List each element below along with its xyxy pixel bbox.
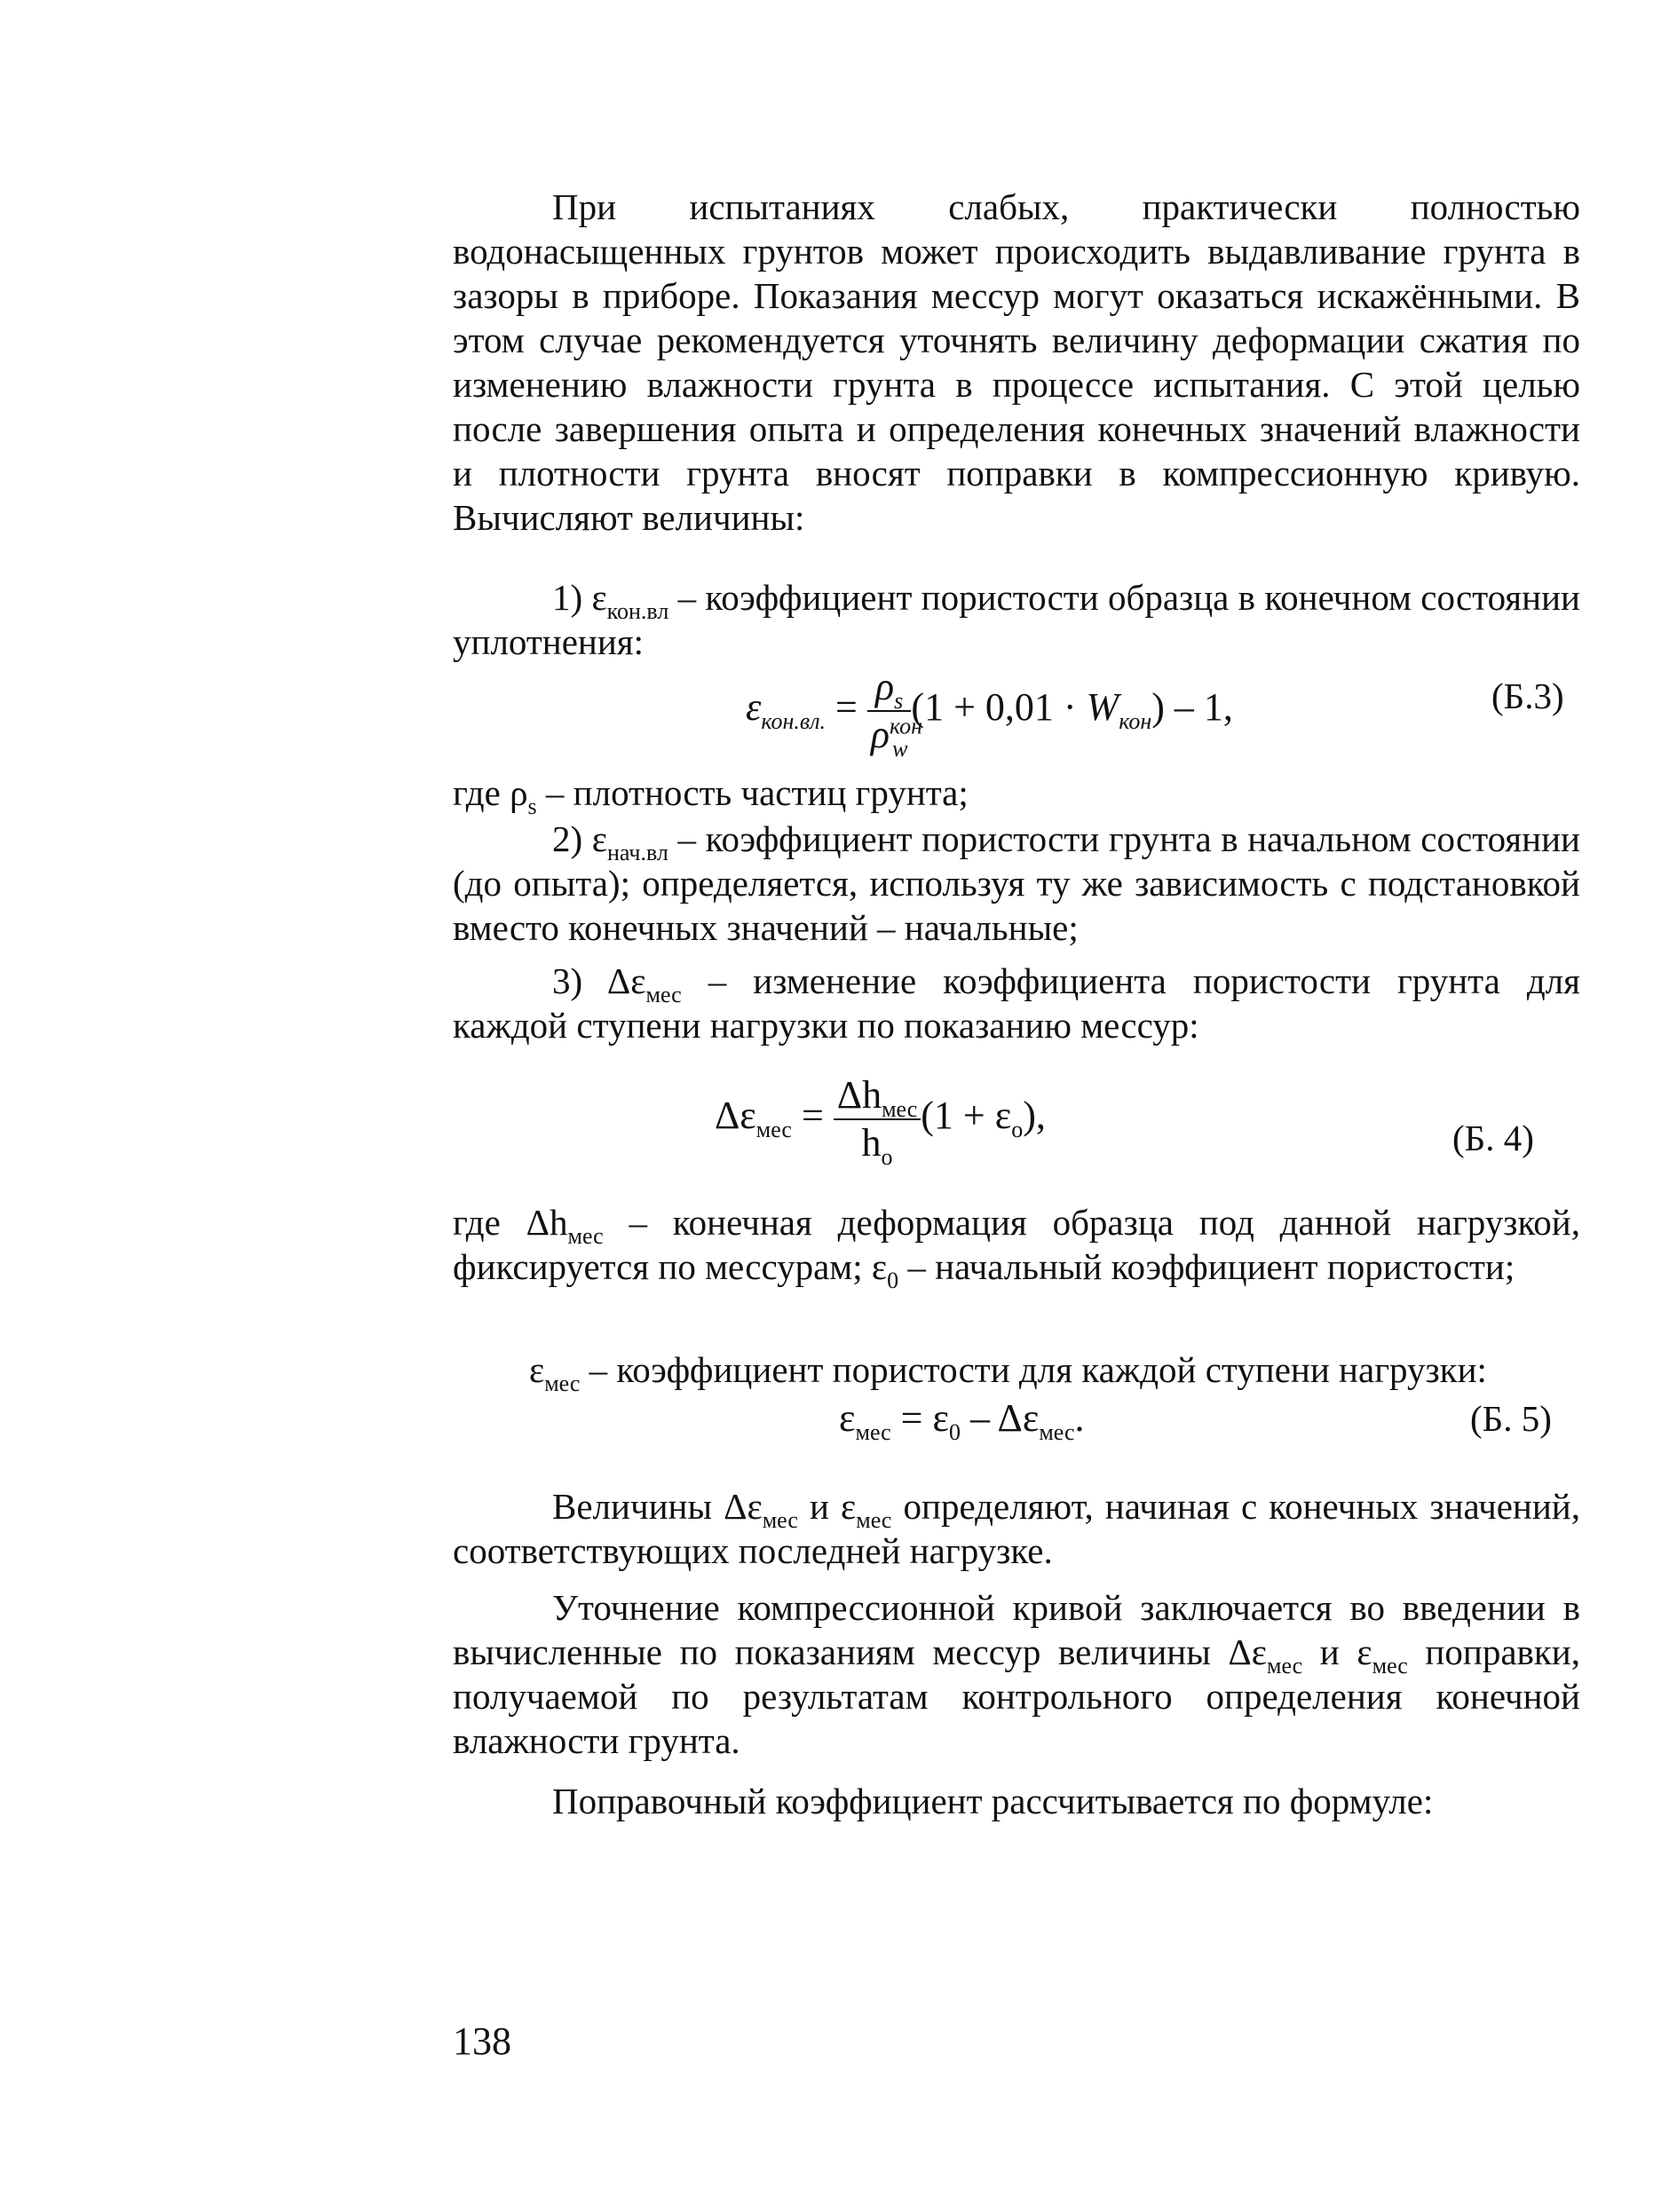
formula-b5-number: (Б. 5) — [1470, 1398, 1552, 1439]
item-1-text: – коэффициент пористости образца в конечном состоянии уплотнения: — [453, 577, 1580, 662]
formula-b4-lhs-subscript: мес — [755, 1117, 792, 1143]
item-1-subscript: кон.вл — [606, 598, 669, 624]
formula-b3-tail-end: ) – 1, — [1151, 685, 1233, 730]
refine-a: Уточнение компрессионной кривой заключается во введении в вычисленные по показаниям мессур величины Δε — [453, 1587, 1580, 1672]
intro-paragraph — [453, 185, 1580, 540]
values-paragraph — [453, 1484, 1580, 1573]
formula-b5 — [839, 1395, 1085, 1445]
item-2-paragraph — [453, 817, 1580, 950]
values-c: определяют, начиная с конечных значений, соответствующих последней нагрузке. — [453, 1486, 1580, 1571]
formula-b3-w-subscript: кон — [1119, 708, 1152, 735]
coef-text: Поправочный коэффициент рассчитывается по формуле: — [552, 1781, 1434, 1821]
item-1-paragraph — [453, 575, 1580, 664]
formula-b3-equals: = — [826, 685, 867, 730]
item-2-text: – коэффициент пористости грунта в начальном состоянии (до опыта); определяется, используя ту же зависимость с подстановкой вместо конечных значений – начальные; — [453, 818, 1580, 948]
coef-paragraph — [453, 1779, 1580, 1823]
formula-b5-b-subscript: 0 — [948, 1419, 961, 1445]
item-2-subscript: нач.вл — [606, 840, 668, 865]
formula-b4-tail-end: ), — [1023, 1094, 1046, 1138]
formula-b4-tail-subscript: o — [1011, 1117, 1024, 1143]
item-3-subscript: мес — [645, 982, 682, 1007]
refine-c: поправки, получаемой по результатам контрольного определения конечной влажности грунта. — [453, 1631, 1580, 1761]
where-rho-paragraph — [453, 770, 1580, 819]
formula-b4-number: (Б. 4) — [1452, 1118, 1534, 1158]
item-1-prefix: 1) ε — [552, 577, 607, 618]
formula-b4-lhs: Δε — [715, 1094, 756, 1138]
item-3-text: – изменение коэффициента пористости грунта для каждой ступени нагрузки по показанию мессур: — [453, 960, 1580, 1046]
values-b: и ε — [797, 1486, 857, 1527]
item-3-paragraph — [453, 959, 1580, 1047]
where-dh-text: – начальный коэффициент пористости; — [898, 1246, 1515, 1287]
formula-b4-fraction — [834, 1072, 921, 1170]
where-dh-prefix: где Δh — [453, 1202, 568, 1243]
where-rho-prefix: где ρ — [453, 772, 528, 813]
formula-b3 — [746, 664, 1233, 762]
values-a: Величины Δε — [552, 1486, 763, 1527]
formula-b3-fraction — [867, 664, 923, 762]
refine-a-subscript: мес — [1266, 1653, 1303, 1679]
formula-b3-denominator: $\rho^{кон}_w$ — [870, 713, 923, 762]
where-dh-e0-subscript: 0 — [887, 1268, 899, 1293]
formula-b4-equals: = — [791, 1094, 834, 1138]
item-4-text: – коэффициент пористости для каждой ступени нагрузки: — [580, 1349, 1487, 1390]
formula-b4 — [715, 1072, 1046, 1170]
formula-b5-c-subscript: мес — [1039, 1419, 1075, 1445]
intro-text: При испытаниях слабых, практически полностью водонасыщенных грунтов может происходить выдавливание грунта в зазоры в приборе. Показания мессур могут оказаться искажёнными. В этом случае рекомендуется уточнять величину деформации сжатия по изменению влажности грунта в процессе испытания. С этой целью после завершения опыта и определения конечных значений влажности и плотности грунта вносят поправки в компрессионную кривую. Вычисляют величины: — [453, 186, 1580, 538]
formula-b5-a-subscript: мес — [855, 1419, 891, 1445]
formula-b3-tail: (1 + 0,01 · — [911, 685, 1087, 730]
formula-b5-d: . — [1074, 1396, 1085, 1440]
where-rho-subscript: s — [527, 794, 537, 819]
item-4-subscript: мес — [544, 1371, 581, 1396]
formula-b4-tail: (1 + ε — [921, 1094, 1012, 1138]
where-dh-subscript: мес — [567, 1223, 604, 1249]
formula-b4-denominator: $h_o$ — [861, 1121, 893, 1170]
formula-b5-b: = ε — [890, 1396, 949, 1440]
formula-b5-c: – Δε — [960, 1396, 1040, 1440]
refine-paragraph — [453, 1585, 1580, 1763]
formula-b3-w: W — [1086, 685, 1119, 730]
item-4-line — [529, 1347, 1487, 1396]
formula-b3-number: (Б.3) — [1491, 675, 1564, 716]
item-3-prefix: 3) Δε — [552, 960, 646, 1001]
where-dh-mid: – конечная деформация образца под данной нагрузкой, фиксируется по мессурам; ε — [453, 1202, 1580, 1287]
item-2-prefix: 2) ε — [552, 818, 607, 859]
formula-b4-numerator: $\Delta h_{мес}$ — [834, 1072, 921, 1120]
refine-b: и ε — [1302, 1631, 1372, 1672]
values-a-subscript: мес — [762, 1507, 798, 1533]
refine-b-subscript: мес — [1372, 1653, 1408, 1679]
values-b-subscript: мес — [856, 1507, 892, 1533]
formula-b5-a: ε — [839, 1396, 856, 1440]
page-number: 138 — [453, 2019, 511, 2063]
where-dh-paragraph — [453, 1200, 1580, 1293]
where-rho-text: – плотность частиц грунта; — [536, 772, 969, 813]
formula-b3-lhs-subscript: кон.вл. — [761, 708, 827, 735]
formula-b3-numerator: $\rho_s$ — [867, 664, 912, 712]
formula-b3-lhs: ε — [746, 685, 762, 730]
item-4-prefix: ε — [529, 1349, 545, 1390]
